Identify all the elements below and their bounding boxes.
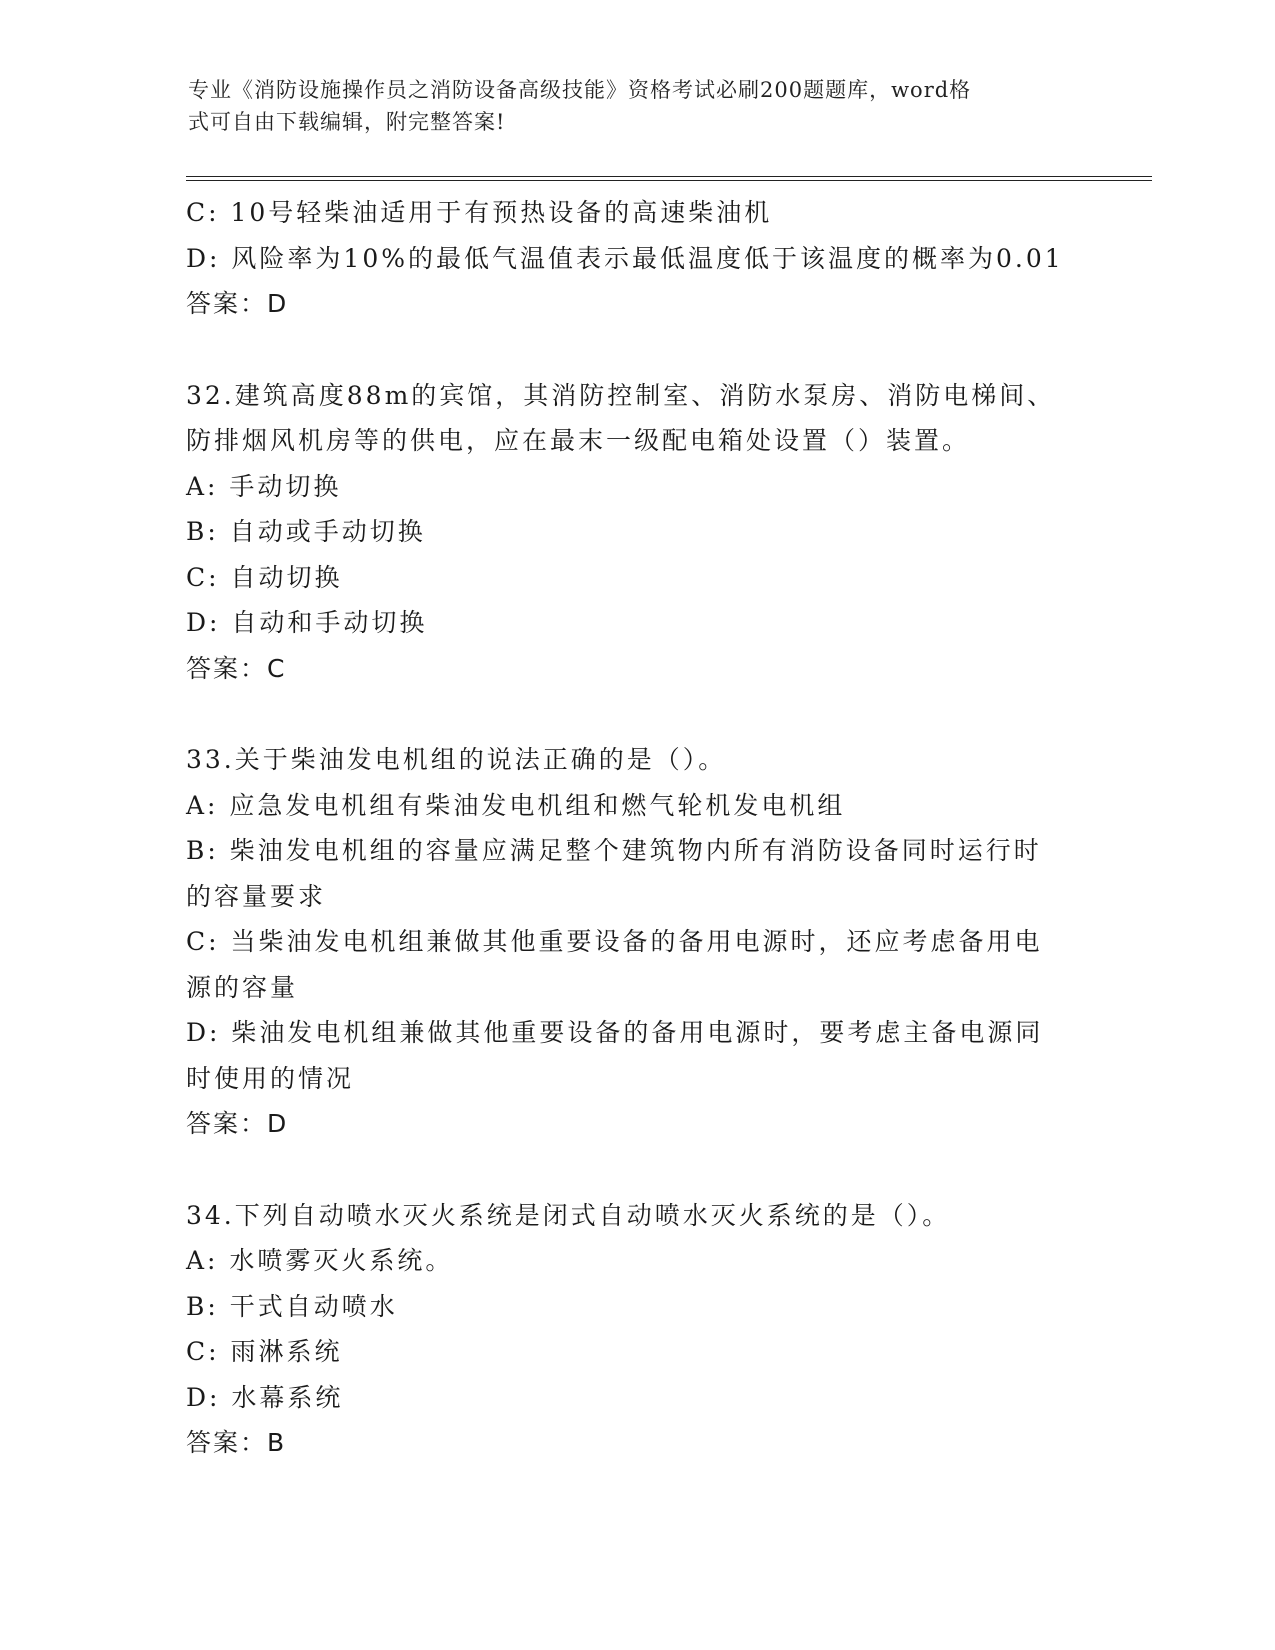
document-body [186, 190, 1086, 1466]
question-34 [186, 1193, 1086, 1466]
option-a: A: 手动切换 [186, 471, 342, 501]
answer-line: 答案：C [186, 653, 287, 683]
option-b: B: 自动或手动切换 [186, 517, 426, 546]
option-d: D: 水幕系统 [186, 1382, 344, 1412]
answer-line: 答案：D [186, 289, 289, 318]
option-c-continued: 源的容量 [186, 972, 299, 1002]
option-a: A: 应急发电机组有柴油发电机组和燃气轮机发电机组 [186, 790, 846, 820]
page-header [188, 74, 1068, 138]
option-d: D: 柴油发电机组兼做其他重要设备的备用电源时，要考虑主备电源同 [186, 1018, 1044, 1047]
header-line-1: 专业《消防设施操作员之消防设备高级技能》资格考试必刷200题题库，word格 [188, 78, 972, 102]
option-a: A: 水喷雾灭火系统。 [186, 1246, 454, 1275]
header-line-2: 式可自由下载编辑，附完整答案! [188, 110, 506, 134]
option-b: B: 柴油发电机组的容量应满足整个建筑物内所有消防设备同时运行时 [186, 836, 1042, 865]
option-d-continued: 时使用的情况 [186, 1063, 355, 1093]
question-stem: 33.关于柴油发电机组的说法正确的是（）。 [186, 745, 727, 774]
option-d: D: 风险率为10%的最低气温值表示最低温度低于该温度的概率为0.01 [186, 243, 1064, 273]
answer-line: 答案：B [186, 1428, 287, 1457]
option-c: C: 10号轻柴油适用于有预热设备的高速柴油机 [186, 198, 773, 227]
option-c: C: 雨淋系统 [186, 1337, 343, 1366]
question-33 [186, 737, 1086, 1147]
option-c: C: 当柴油发电机组兼做其他重要设备的备用电源时，还应考虑备用电 [186, 927, 1043, 956]
question-31-tail [186, 190, 1086, 327]
option-c: C: 自动切换 [186, 562, 343, 592]
option-b: B: 干式自动喷水 [186, 1291, 398, 1321]
header-divider [186, 176, 1152, 181]
option-d: D: 自动和手动切换 [186, 608, 428, 637]
answer-line: 答案：D [186, 1109, 289, 1138]
question-32 [186, 373, 1086, 692]
question-stem: 32.建筑高度88m的宾馆，其消防控制室、消防水泵房、消防电梯间、 [186, 380, 1056, 410]
question-stem: 34.下列自动喷水灭火系统是闭式自动喷水灭火系统的是（）。 [186, 1200, 951, 1230]
option-b-continued: 的容量要求 [186, 881, 327, 911]
question-stem-continued: 防排烟风机房等的供电，应在最末一级配电箱处设置（）装置。 [186, 426, 971, 455]
